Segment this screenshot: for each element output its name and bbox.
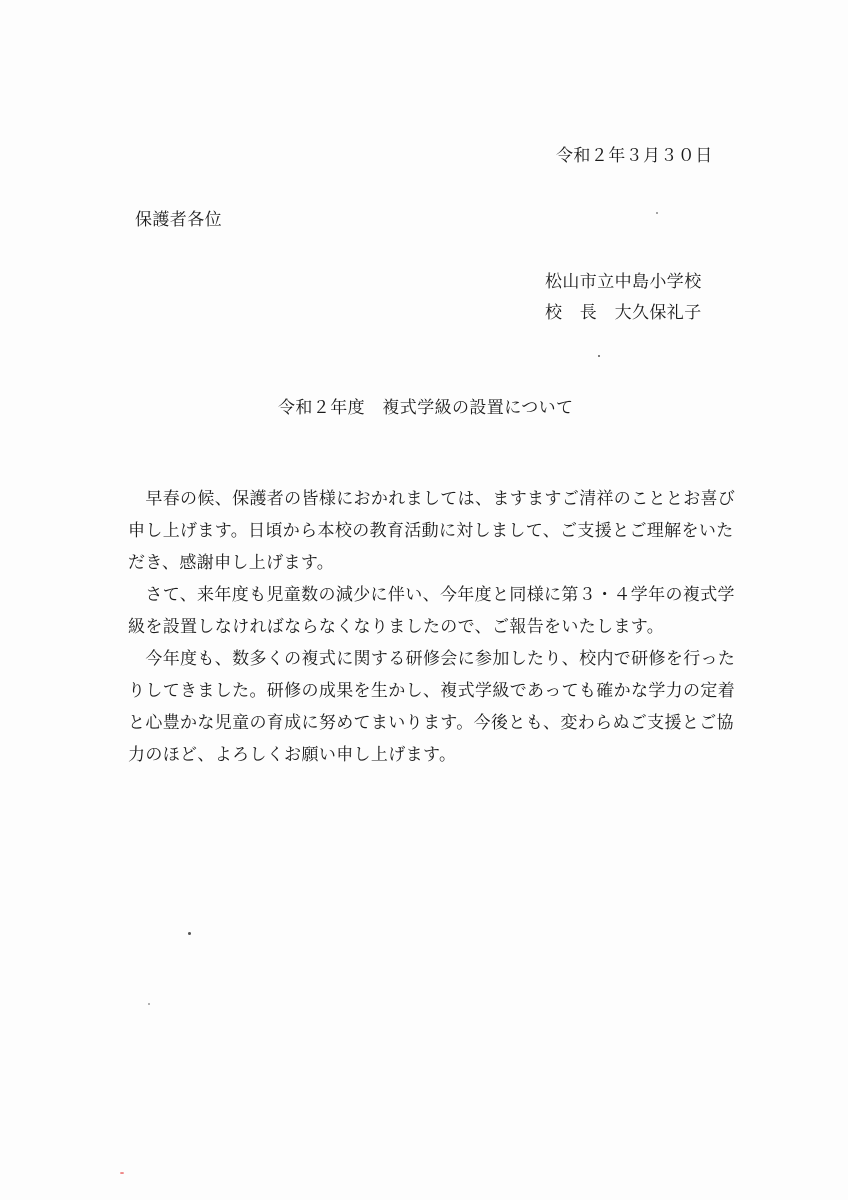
- body-line: 力のほど、よろしくお願い申し上げます。: [128, 745, 457, 765]
- body-line: りしてきました。研修の成果を生かし、複式学級であっても確かな学力の定着: [128, 681, 736, 701]
- body-line: 今年度も、数多くの複式に関する研修会に参加したり、校内で研修を行った: [128, 649, 736, 669]
- body-line: 早春の候、保護者の皆様におかれましては、ますますご清祥のこととお喜び: [128, 489, 736, 509]
- body-line: と心豊かな児童の育成に努めてまいります。今後とも、変わらぬご支援とご協: [128, 713, 734, 733]
- body-line: さて、来年度も児童数の減少に伴い、今年度と同様に第３・４学年の複式学: [128, 585, 735, 605]
- scan-speck: [598, 355, 600, 357]
- scan-speck: [120, 1172, 124, 1174]
- body-line: 級を設置しなければならなくなりましたので、ご報告をいたします。: [128, 617, 665, 637]
- scan-speck: [188, 932, 191, 935]
- sender-principal: 校 長 大久保礼子: [545, 303, 702, 323]
- body-line: だき、感謝申し上げます。: [128, 553, 335, 573]
- scan-speck: [656, 212, 658, 214]
- letter-date: 令和２年３月３０日: [556, 146, 713, 166]
- scan-speck: [148, 1003, 150, 1005]
- letter-title: 令和２年度 複式学級の設置について: [278, 398, 574, 418]
- sender-school-name: 松山市立中島小学校: [545, 272, 702, 292]
- letter-recipient: 保護者各位: [135, 210, 222, 230]
- body-line: 申し上げます。日頃から本校の教育活動に対しまして、ご支援とご理解をいた: [128, 521, 734, 541]
